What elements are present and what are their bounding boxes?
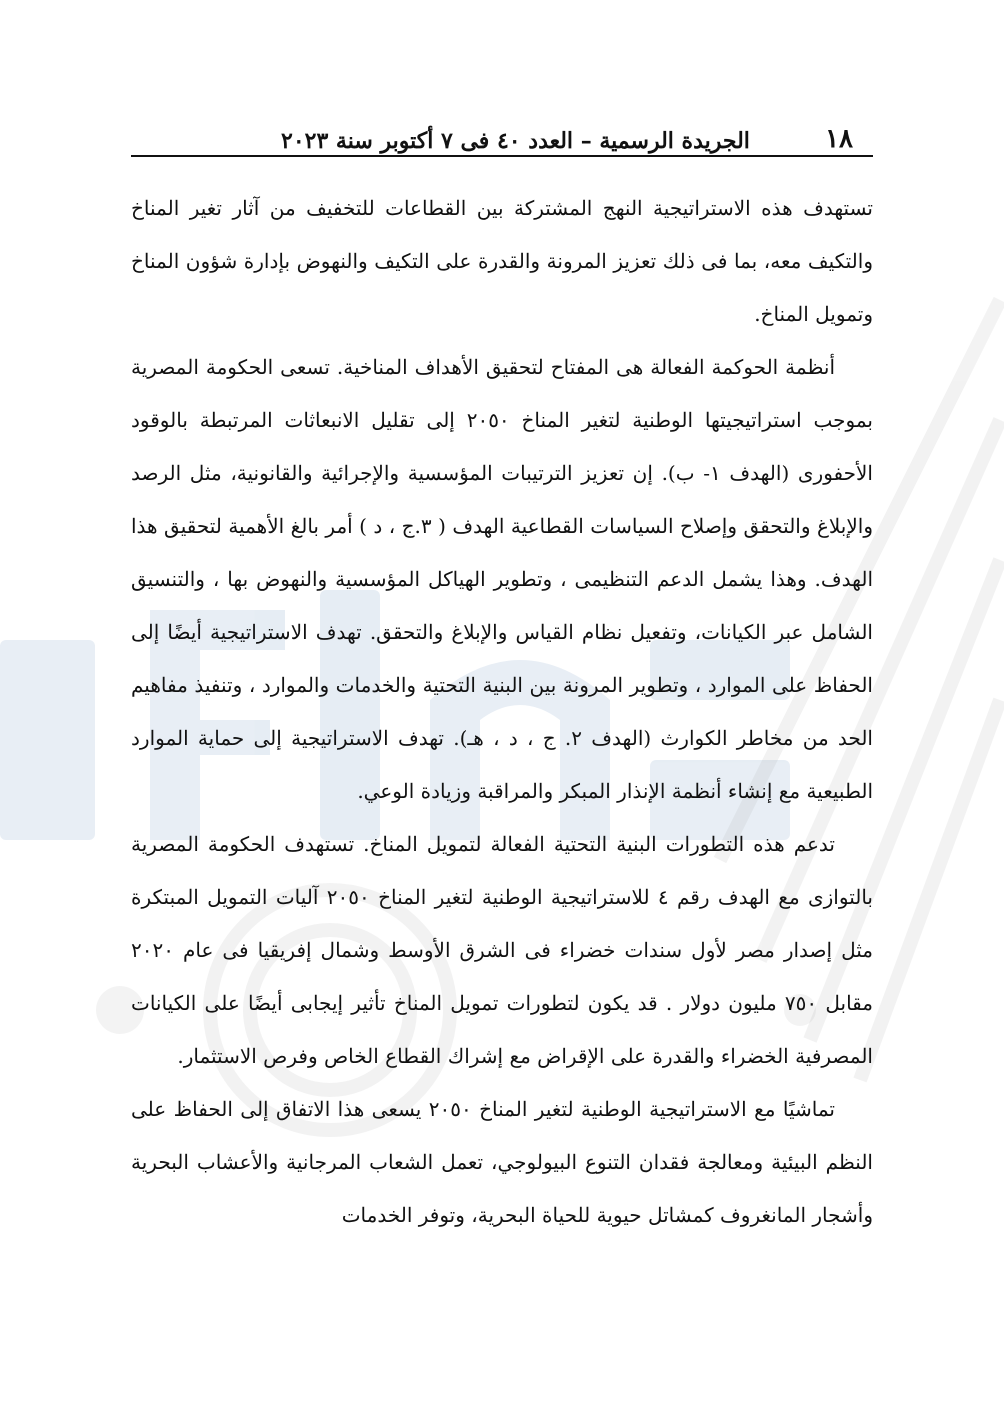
paragraph-climate-finance: تدعم هذه التطورات البنية التحتية الفعالة لتمويل المناخ. تستهدف الحكومة المصرية بالتوازى مع الهدف رقم ٤ للاستراتيجية الوطنية لتغير المناخ ٢٠٥٠ آليات التمويل المبتكرة مثل إصدار مصر لأول سندات خضراء فى الشرق الأوسط وشمال إفريقيا فى عام ٢٠٢٠ مقابل ٧٥٠ مليون دولار . قد يكون لتطورات تمويل المناخ تأثير إيجابى أيضًا على الكيانات المصرفية الخضراء والقدرة على الإقراض مع إشراك القطاع الخاص وفرص الاستثمار.	[131, 832, 873, 1068]
header-title: الجريدة الرسمية – العدد ٤٠ فى ٧ أكتوبر سنة ٢٠٢٣	[281, 128, 750, 154]
header-divider	[131, 155, 873, 157]
body-text	[131, 182, 873, 1397]
paragraph-ecosystems: تماشيًا مع الاستراتيجية الوطنية لتغير المناخ ٢٠٥٠ يسعى هذا الاتفاق إلى الحفاظ على النظم البيئية ومعالجة فقدان التنوع البيولوجي، تعمل الشعاب المرجانية والأعشاب البحرية وأشجار المانغروف كمشاتل حيوية للحياة البحرية، وتوفر الخدمات	[131, 1097, 873, 1227]
page-header	[131, 112, 873, 154]
paragraph-strategy-intro: تستهدف هذه الاستراتيجية النهج المشتركة بين القطاعات للتخفيف من آثار تغير المناخ والتكيف معه، بما فى ذلك تعزيز المرونة والقدرة على التكيف والنهوض بإدارة شؤون المناخ وتمويل المناخ.	[131, 196, 873, 326]
page-number: ١٨	[825, 124, 853, 154]
paragraph-governance: أنظمة الحوكمة الفعالة هى المفتاح لتحقيق الأهداف المناخية. تسعى الحكومة المصرية بموجب استراتيجيتها الوطنية لتغير المناخ ٢٠٥٠ إلى تقليل الانبعاثات المرتبطة بالوقود الأحفورى (الهدف ١- ب). إن تعزيز الترتيبات المؤسسية والإجرائية والقانونية، مثل الرصد والإبلاغ والتحقق وإصلاح السياسات القطاعية الهدف ( ٣.ج ، د ) أمر بالغ الأهمية لتحقيق هذا الهدف. وهذا يشمل الدعم التنظيمى ، وتطوير الهياكل المؤسسية والنهوض بها ، والتنسيق الشامل عبر الكيانات، وتفعيل نظام القياس والإبلاغ والتحقق. تهدف الاستراتيجية أيضًا إلى الحفاظ على الموارد ، وتطوير المرونة بين البنية التحتية والخدمات والموارد ، وتنفيذ مفاهيم الحد من مخاطر الكوارث (الهدف ٢. ج ، د ، هـ). تهدف الاستراتيجية إلى حماية الموارد الطبيعية مع إنشاء أنظمة الإنذار المبكر والمراقبة وزيادة الوعي.	[131, 355, 873, 803]
